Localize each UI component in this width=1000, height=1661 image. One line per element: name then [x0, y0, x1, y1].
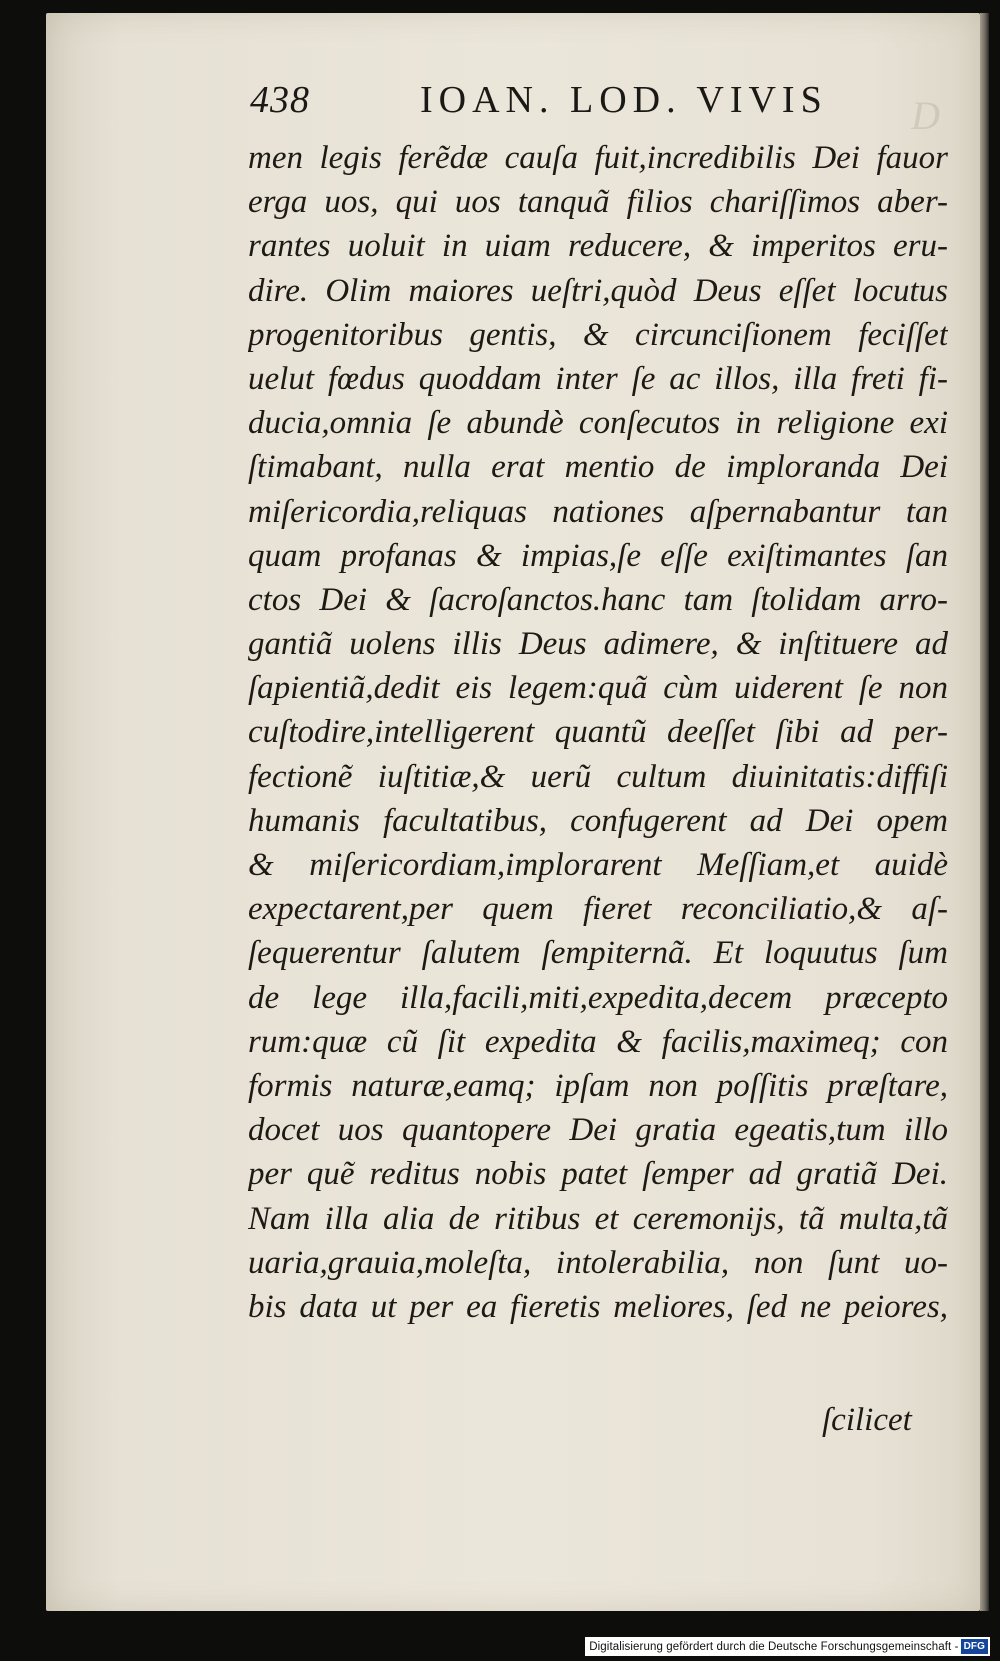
show-through-shadow: D	[911, 93, 942, 138]
page-number: 438	[250, 79, 310, 121]
text-line: cuſtodire,intelligerent quantũ deeſſet ſibi ad per-	[248, 714, 948, 751]
text-line: erga uos, qui uos tanquã filios chariſſimos aber-	[248, 184, 948, 221]
funding-credit	[585, 1637, 990, 1656]
text-line: gantiã uolens illis Deus adimere, & inſtituere ad	[248, 626, 948, 663]
text-line: quam profanas & impias,ſe eſſe exiſtimantes ſan	[248, 537, 948, 574]
text-line: fectionẽ iuſtitiæ,& uerũ cultum diuinitatis:diffiſi	[248, 758, 948, 795]
text-line: ſtimabant, nulla erat mentio de imploranda Dei	[248, 449, 948, 486]
text-line: ducia,omnia ſe abundè conſecutos in religione exi	[248, 405, 948, 442]
text-line: expectarent,per quem fieret reconciliatio,& aſ-	[248, 891, 948, 928]
text-line: ſequerentur ſalutem ſempiternã. Et loquutus ſum	[248, 935, 948, 972]
text-line: docet uos quantopere Dei gratia egeatis,tum illo	[248, 1112, 948, 1149]
text-line: per quẽ reditus nobis patet ſemper ad gratiã Dei.	[248, 1156, 948, 1193]
credit-text: Digitalisierung gefördert durch die Deutsche Forschungsgemeinschaft -	[589, 1640, 959, 1653]
running-title: IOAN. LOD. VIVIS	[420, 79, 828, 121]
catchword: ſcilicet	[822, 1402, 912, 1438]
running-head	[250, 78, 940, 128]
page-edge	[980, 13, 989, 1611]
text-line: ctos Dei & ſacroſanctos.hanc tam ſtolidam arro-	[248, 581, 948, 618]
body-text	[248, 136, 948, 1329]
text-line: progenitoribus gentis, & circunciſionem feciſſet	[248, 316, 948, 353]
text-line: formis naturæ,eamq; ipſam non poſſitis præſtare,	[248, 1067, 948, 1104]
text-line: miſericordia,reliquas nationes aſpernabantur tan	[248, 493, 948, 530]
text-line: rum:quæ cũ ſit expedita & facilis,maximeq; con	[248, 1023, 948, 1060]
text-line: Nam illa alia de ritibus et ceremonijs, tã multa,tã	[248, 1200, 948, 1237]
text-line: rantes uoluit in uiam reducere, & imperitos eru-	[248, 228, 948, 265]
text-line: dire. Olim maiores ueſtri,quòd Deus eſſet locutus	[248, 272, 948, 309]
text-line: uelut fœdus quoddam inter ſe ac illos, illa freti fi-	[248, 360, 948, 397]
text-line: bis data ut per ea fieretis meliores, ſed ne peiores,	[248, 1288, 948, 1325]
text-line: men legis ferẽdæ cauſa fuit,incredibilis Dei fauor	[248, 140, 948, 176]
dfg-logo-icon: DFG	[961, 1639, 988, 1654]
text-line: uaria,grauia,moleſta, intolerabilia, non ſunt uo-	[248, 1244, 948, 1281]
text-line: humanis facultatibus, confugerent ad Dei opem	[248, 802, 948, 839]
text-line: de lege illa,facili,miti,expedita,decem præcepto	[248, 979, 948, 1016]
text-line: & miſericordiam,implorarent Meſſiam,et auidè	[248, 847, 948, 883]
text-line: ſapientiã,dedit eis legem:quã cùm uiderent ſe non	[248, 670, 948, 707]
